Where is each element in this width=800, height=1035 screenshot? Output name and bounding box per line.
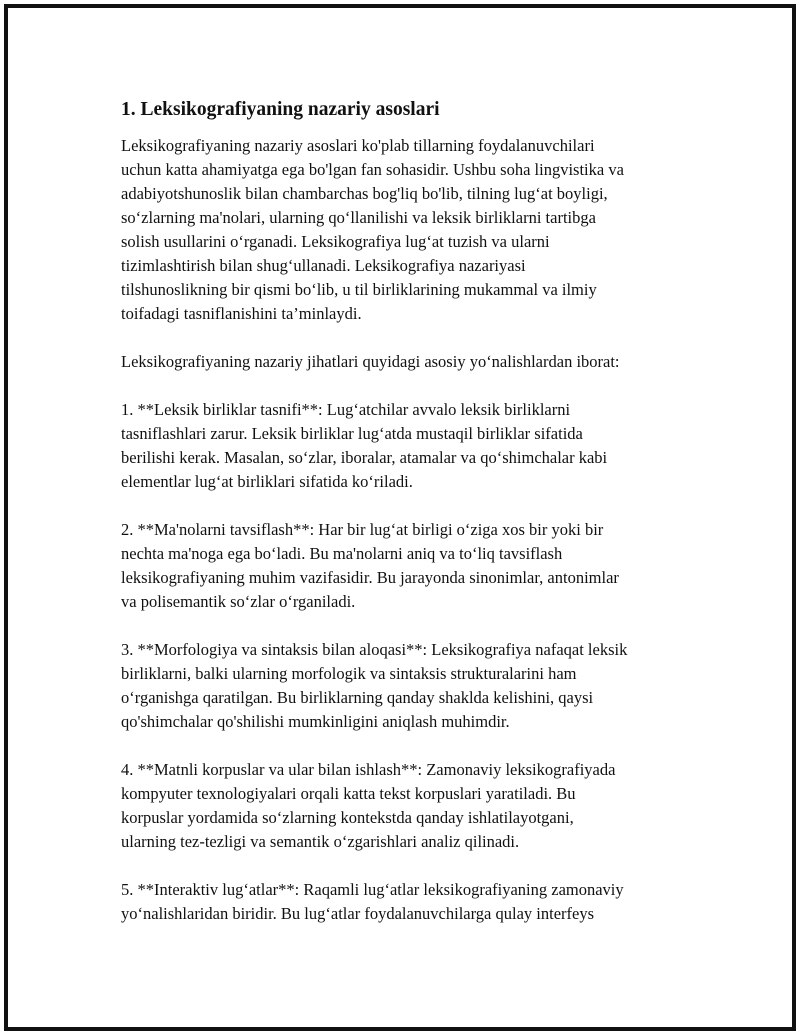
text-line: Leksikografiyaning nazariy asoslari ko'plab tillarning foydalanuvchilari — [121, 136, 595, 155]
text-line: tilshunoslikning bir qismi bo‘lib, u til birliklarining mukammal va ilmiy — [121, 280, 597, 299]
page-frame — [4, 4, 796, 1031]
list-item-1 — [121, 398, 706, 494]
list-item-2 — [121, 518, 706, 614]
text-line: o‘rganishga qaratilgan. Bu birliklarning qanday shaklda kelishini, qaysi — [121, 688, 594, 707]
text-line: berilishi kerak. Masalan, so‘zlar, iboralar, atamalar va qo‘shimchalar kabi — [121, 448, 608, 467]
text-line: nechta ma'noga ega bo‘ladi. Bu ma'nolarni aniq va to‘liq tavsiflash — [121, 544, 563, 563]
text-line: 3. **Morfologiya va sintaksis bilan aloqasi**: Leksikografiya nafaqat leksik — [121, 640, 628, 659]
text-line: yo‘nalishlaridan biridir. Bu lug‘atlar foydalanuvchilarga qulay interfeys — [121, 904, 595, 923]
text-line: va polisemantik so‘zlar o‘rganiladi. — [121, 592, 356, 611]
text-line: so‘zlarning ma'nolari, ularning qo‘llanilishi va leksik birliklarni tartibga — [121, 208, 596, 227]
text-line: birliklarni, balki ularning morfologik va sintaksis strukturalarini ham — [121, 664, 577, 683]
text-line: Leksikografiyaning nazariy jihatlari quyidagi asosiy yo‘nalishlardan iborat: — [121, 352, 620, 371]
text-line: uchun katta ahamiyatga ega bo'lgan fan sohasidir. Ushbu soha lingvistika va — [121, 160, 624, 179]
text-line: tizimlashtirish bilan shug‘ullanadi. Leksikografiya nazariyasi — [121, 256, 526, 275]
text-line: tasniflashlari zarur. Leksik birliklar lug‘atda mustaqil birliklar sifatida — [121, 424, 583, 443]
paragraph-list-intro — [121, 350, 706, 374]
text-line: leksikografiyaning muhim vazifasidir. Bu jarayonda sinonimlar, antonimlar — [121, 568, 619, 587]
document-body — [121, 98, 706, 950]
text-line: ularning tez-tezligi va semantik o‘zgarishlari analiz qilinadi. — [121, 832, 520, 851]
text-line: solish usullarini o‘rganadi. Leksikografiya lug‘at tuzish va ularni — [121, 232, 550, 251]
list-item-3 — [121, 638, 706, 734]
text-line: adabiyotshunoslik bilan chambarchas bog'liq bo'lib, tilning lug‘at boyligi, — [121, 184, 608, 203]
list-item-4 — [121, 758, 706, 854]
paragraph-intro — [121, 134, 706, 326]
text-line: qo'shimchalar qo'shilishi mumkinligini aniqlash muhimdir. — [121, 712, 510, 731]
text-line: 2. **Ma'nolarni tavsiflash**: Har bir lug‘at birligi o‘ziga xos bir yoki bir — [121, 520, 604, 539]
text-line: 4. **Matnli korpuslar va ular bilan ishlash**: Zamonaviy leksikografiyada — [121, 760, 616, 779]
list-item-5 — [121, 878, 706, 926]
text-line: elementlar lug‘at birliklari sifatida ko‘riladi. — [121, 472, 413, 491]
text-line: kompyuter texnologiyalari orqali katta tekst korpuslari yaratiladi. Bu — [121, 784, 576, 803]
text-line: toifadagi tasniflanishini ta’minlaydi. — [121, 304, 362, 323]
text-line: 1. **Leksik birliklar tasnifi**: Lug‘atchilar avvalo leksik birliklarni — [121, 400, 571, 419]
text-line: 5. **Interaktiv lug‘atlar**: Raqamli lug‘atlar leksikografiyaning zamonaviy — [121, 880, 624, 899]
text-line: korpuslar yordamida so‘zlarning kontekstda qanday ishlatilayotgani, — [121, 808, 574, 827]
section-heading: 1. Leksikografiyaning nazariy asoslari — [121, 99, 440, 120]
